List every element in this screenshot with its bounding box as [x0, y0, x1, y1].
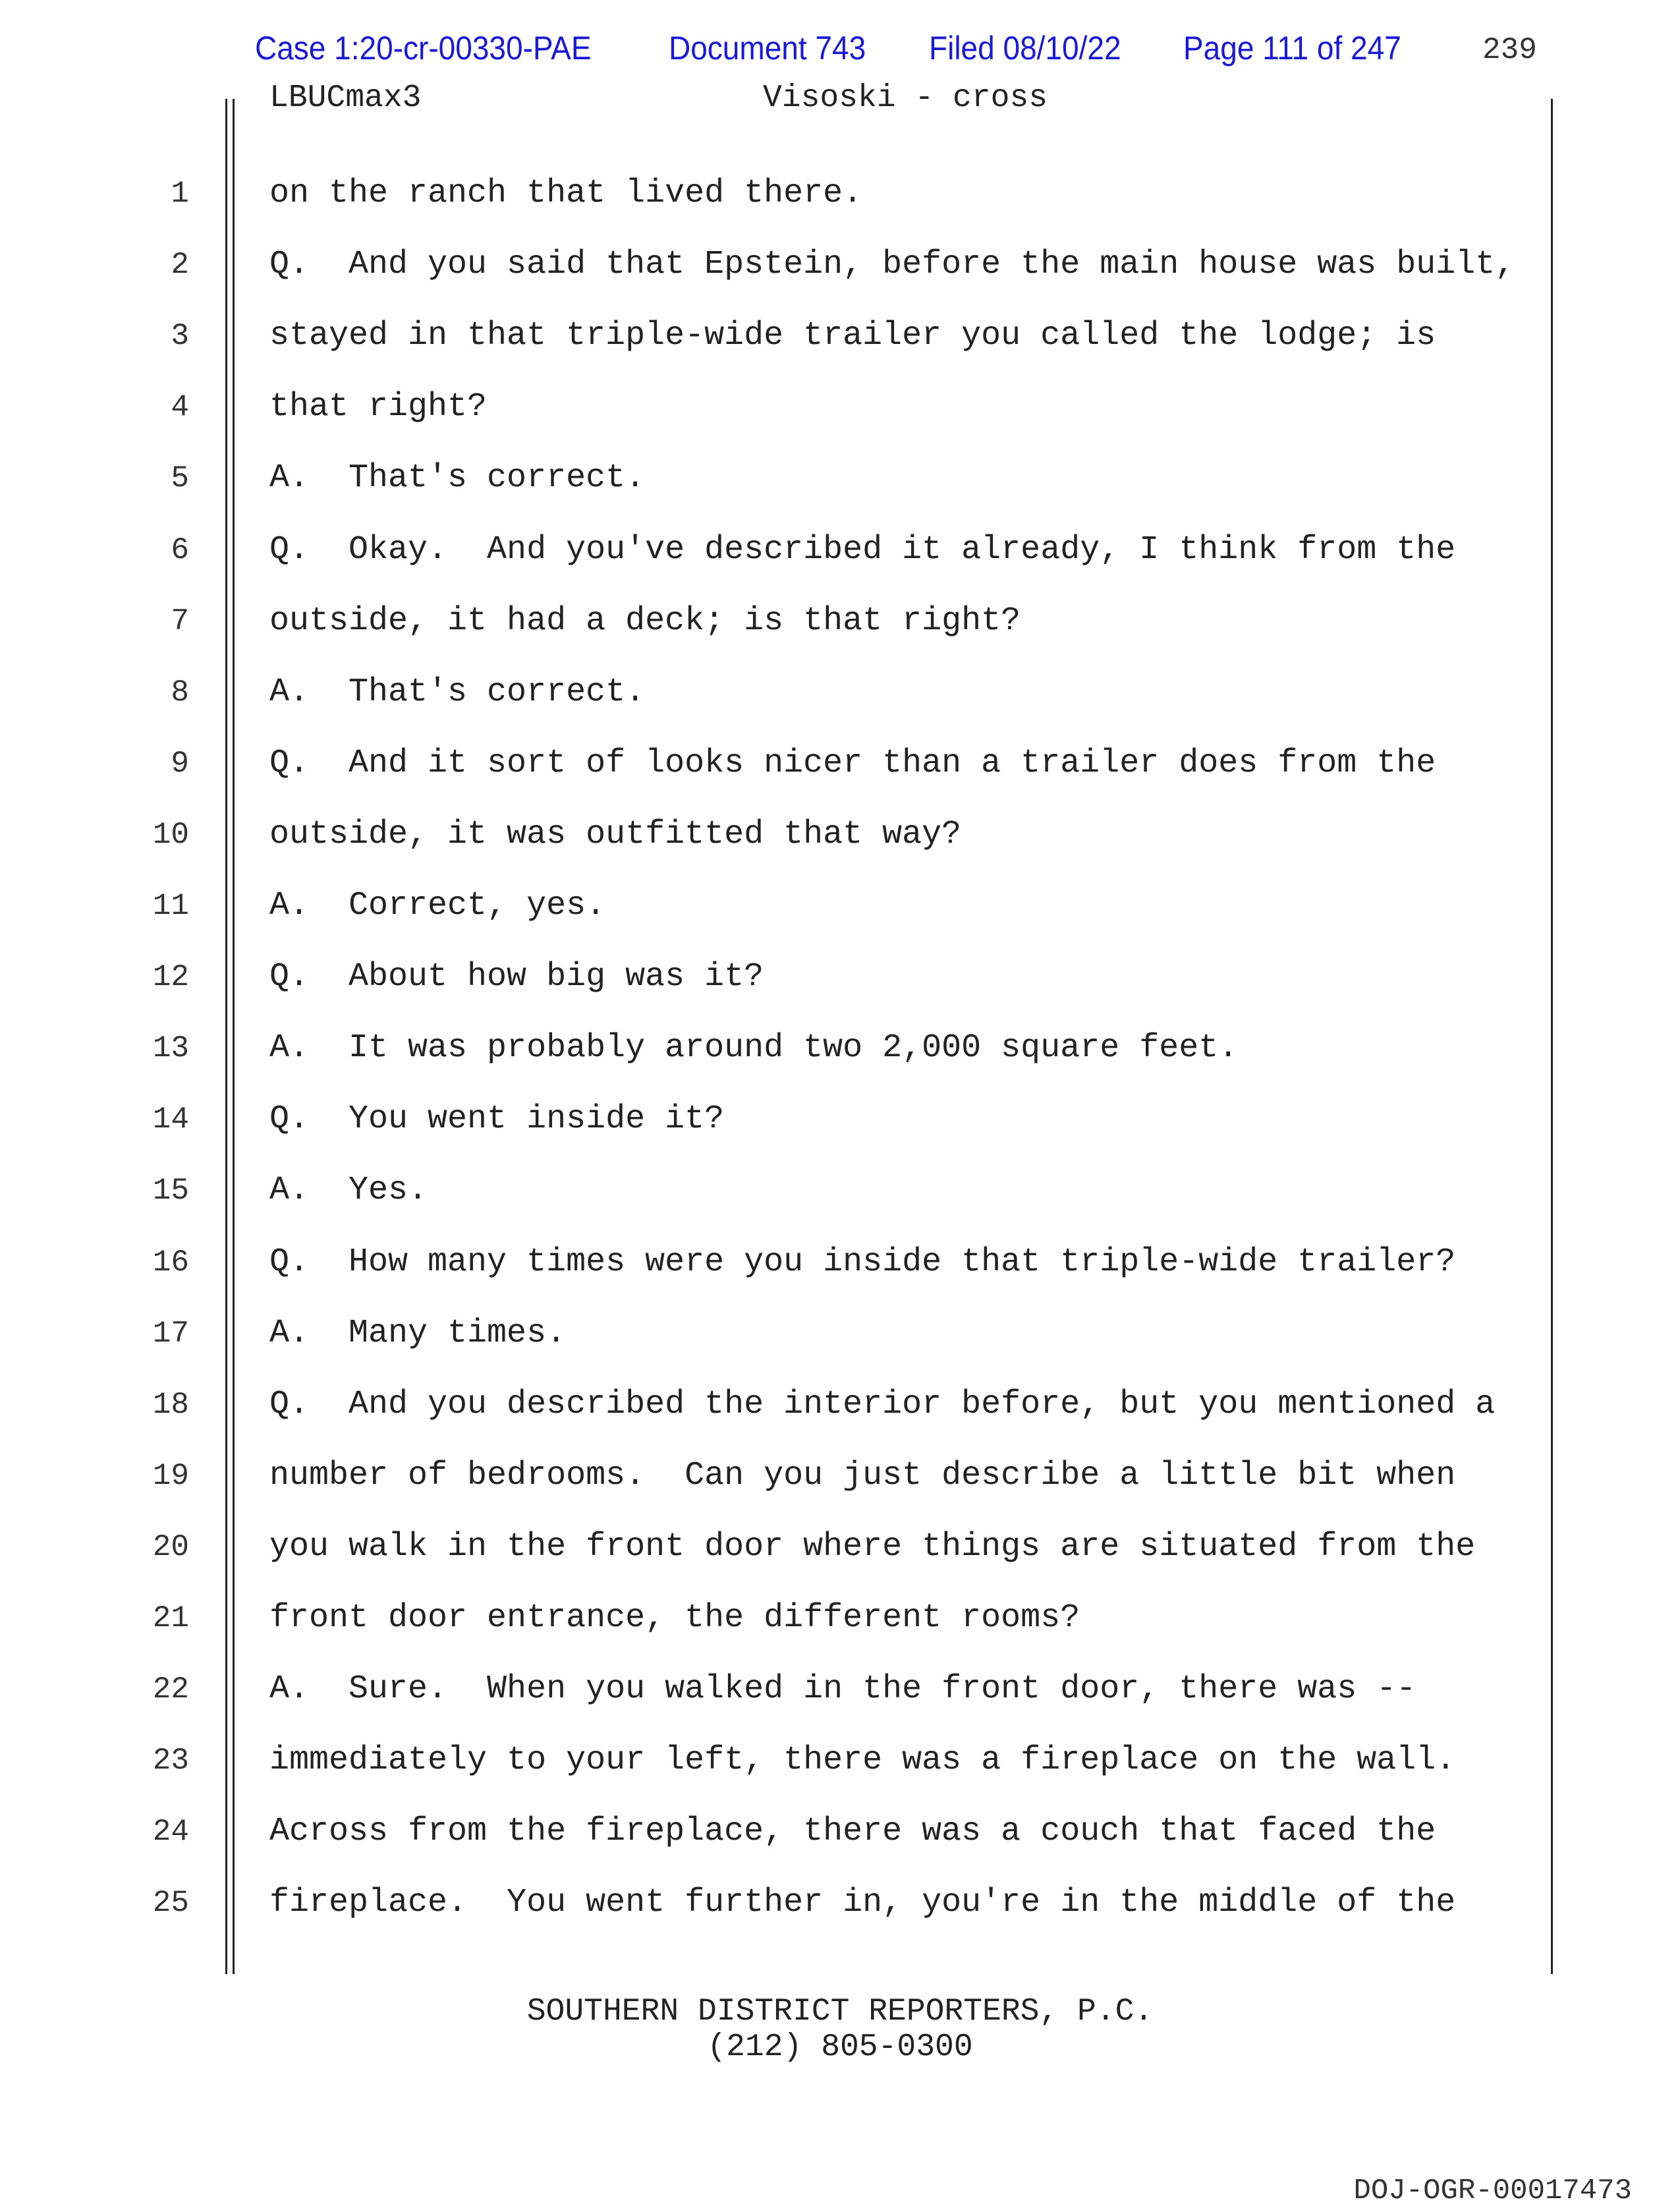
transcript-line — [0, 459, 1680, 530]
line-text: outside, it had a deck; is that right? — [269, 602, 1021, 640]
line-number: 19 — [152, 1458, 189, 1493]
transcript-line — [0, 316, 1680, 387]
transcript-line — [0, 815, 1680, 886]
transcript-line — [0, 245, 1680, 316]
transcript-line — [0, 387, 1680, 459]
reporter-name: SOUTHERN DISTRICT REPORTERS, P.C. — [526, 1994, 1154, 2029]
line-number: 18 — [152, 1387, 189, 1422]
transcript-line — [0, 1385, 1680, 1456]
line-text: Across from the fireplace, there was a couch that faced the — [269, 1813, 1436, 1851]
transcript-line — [0, 1670, 1680, 1741]
transcript-line — [0, 1883, 1680, 1954]
line-text: outside, it was outfitted that way? — [269, 815, 962, 853]
transcript-line — [0, 1029, 1680, 1100]
line-text: Q. And you described the interior before, but you mentioned a — [269, 1385, 1496, 1423]
line-number: 1 — [171, 177, 189, 211]
line-number: 11 — [152, 889, 189, 923]
line-number: 22 — [152, 1672, 189, 1707]
line-number: 3 — [171, 319, 189, 354]
line-text: Q. You went inside it? — [269, 1100, 725, 1139]
line-number: 23 — [152, 1744, 189, 1778]
line-number: 4 — [171, 390, 189, 425]
line-number: 25 — [152, 1886, 189, 1921]
bates-number: DOJ-OGR-00017473 — [1353, 2174, 1632, 2207]
line-text: Q. How many times were you inside that triple-wide trailer? — [269, 1243, 1456, 1281]
line-text: Q. And you said that Epstein, before the main house was built, — [269, 246, 1515, 284]
line-number: 5 — [171, 461, 189, 496]
page-of-total: Page 111 of 247 — [1183, 30, 1401, 67]
document-number: Document 743 — [669, 30, 866, 67]
transcript-line — [0, 1456, 1680, 1527]
line-number: 9 — [171, 746, 189, 781]
transcript-line — [0, 1741, 1680, 1812]
line-number: 13 — [152, 1031, 189, 1066]
transcript-line — [0, 1527, 1680, 1599]
line-text: immediately to your left, there was a fireplace on the wall. — [269, 1742, 1456, 1780]
line-text: on the ranch that lived there. — [269, 175, 863, 212]
line-number: 14 — [152, 1102, 189, 1137]
filed-date: Filed 08/10/22 — [929, 30, 1121, 67]
line-text: stayed in that triple-wide trailer you called the lodge; is — [269, 317, 1436, 355]
transcript-line — [0, 1243, 1680, 1314]
line-text: number of bedrooms. Can you just describe a little bit when — [269, 1456, 1456, 1494]
line-number: 7 — [171, 604, 189, 638]
transcript-line — [0, 1812, 1680, 1883]
line-number: 17 — [152, 1316, 189, 1351]
line-number: 6 — [171, 532, 189, 567]
line-number: 24 — [152, 1815, 189, 1850]
line-number: 15 — [152, 1174, 189, 1208]
line-text: A. Yes. — [269, 1172, 428, 1210]
header-code: LBUCmax3 — [269, 80, 422, 116]
line-number: 2 — [171, 248, 189, 283]
transcript-line — [0, 1100, 1680, 1171]
line-text: that right? — [269, 388, 488, 426]
transcript-line — [0, 673, 1680, 744]
transcript-page-number: 239 — [1482, 33, 1537, 67]
line-text: you walk in the front door where things are situated from the — [269, 1527, 1476, 1566]
line-number: 20 — [152, 1529, 189, 1564]
transcript-line — [0, 1314, 1680, 1385]
line-text: Q. About how big was it? — [269, 958, 764, 996]
line-text: A. Many times. — [269, 1314, 567, 1352]
line-number: 8 — [171, 675, 189, 710]
line-number: 21 — [152, 1601, 189, 1635]
transcript-line — [0, 602, 1680, 673]
line-text: Q. And it sort of looks nicer than a trailer does from the — [269, 744, 1436, 782]
line-text: A. That's correct. — [269, 459, 646, 497]
transcript-line — [0, 957, 1680, 1029]
transcript-line — [0, 1599, 1680, 1670]
line-text: A. It was probably around two 2,000 square feet. — [269, 1029, 1239, 1067]
transcript-line — [0, 886, 1680, 957]
line-text: A. Correct, yes. — [269, 887, 606, 924]
line-number: 12 — [152, 960, 189, 995]
transcript-line — [0, 530, 1680, 602]
line-number: 16 — [152, 1245, 189, 1280]
header-witness: Visoski - cross — [763, 80, 1048, 116]
line-text: A. That's correct. — [269, 673, 646, 711]
transcript-line — [0, 174, 1680, 245]
reporter-phone: (212) 805-0300 — [707, 2029, 973, 2065]
line-text: fireplace. You went further in, you're in the middle of the — [269, 1884, 1456, 1922]
line-text: front door entrance, the different rooms? — [269, 1599, 1080, 1637]
transcript-line — [0, 744, 1680, 815]
line-number: 10 — [152, 817, 189, 852]
transcript-line — [0, 1171, 1680, 1242]
case-number: Case 1:20-cr-00330-PAE — [255, 30, 592, 67]
line-text: A. Sure. When you walked in the front door, there was -- — [269, 1670, 1416, 1709]
line-text: Q. Okay. And you've described it already, I think from the — [269, 530, 1456, 569]
